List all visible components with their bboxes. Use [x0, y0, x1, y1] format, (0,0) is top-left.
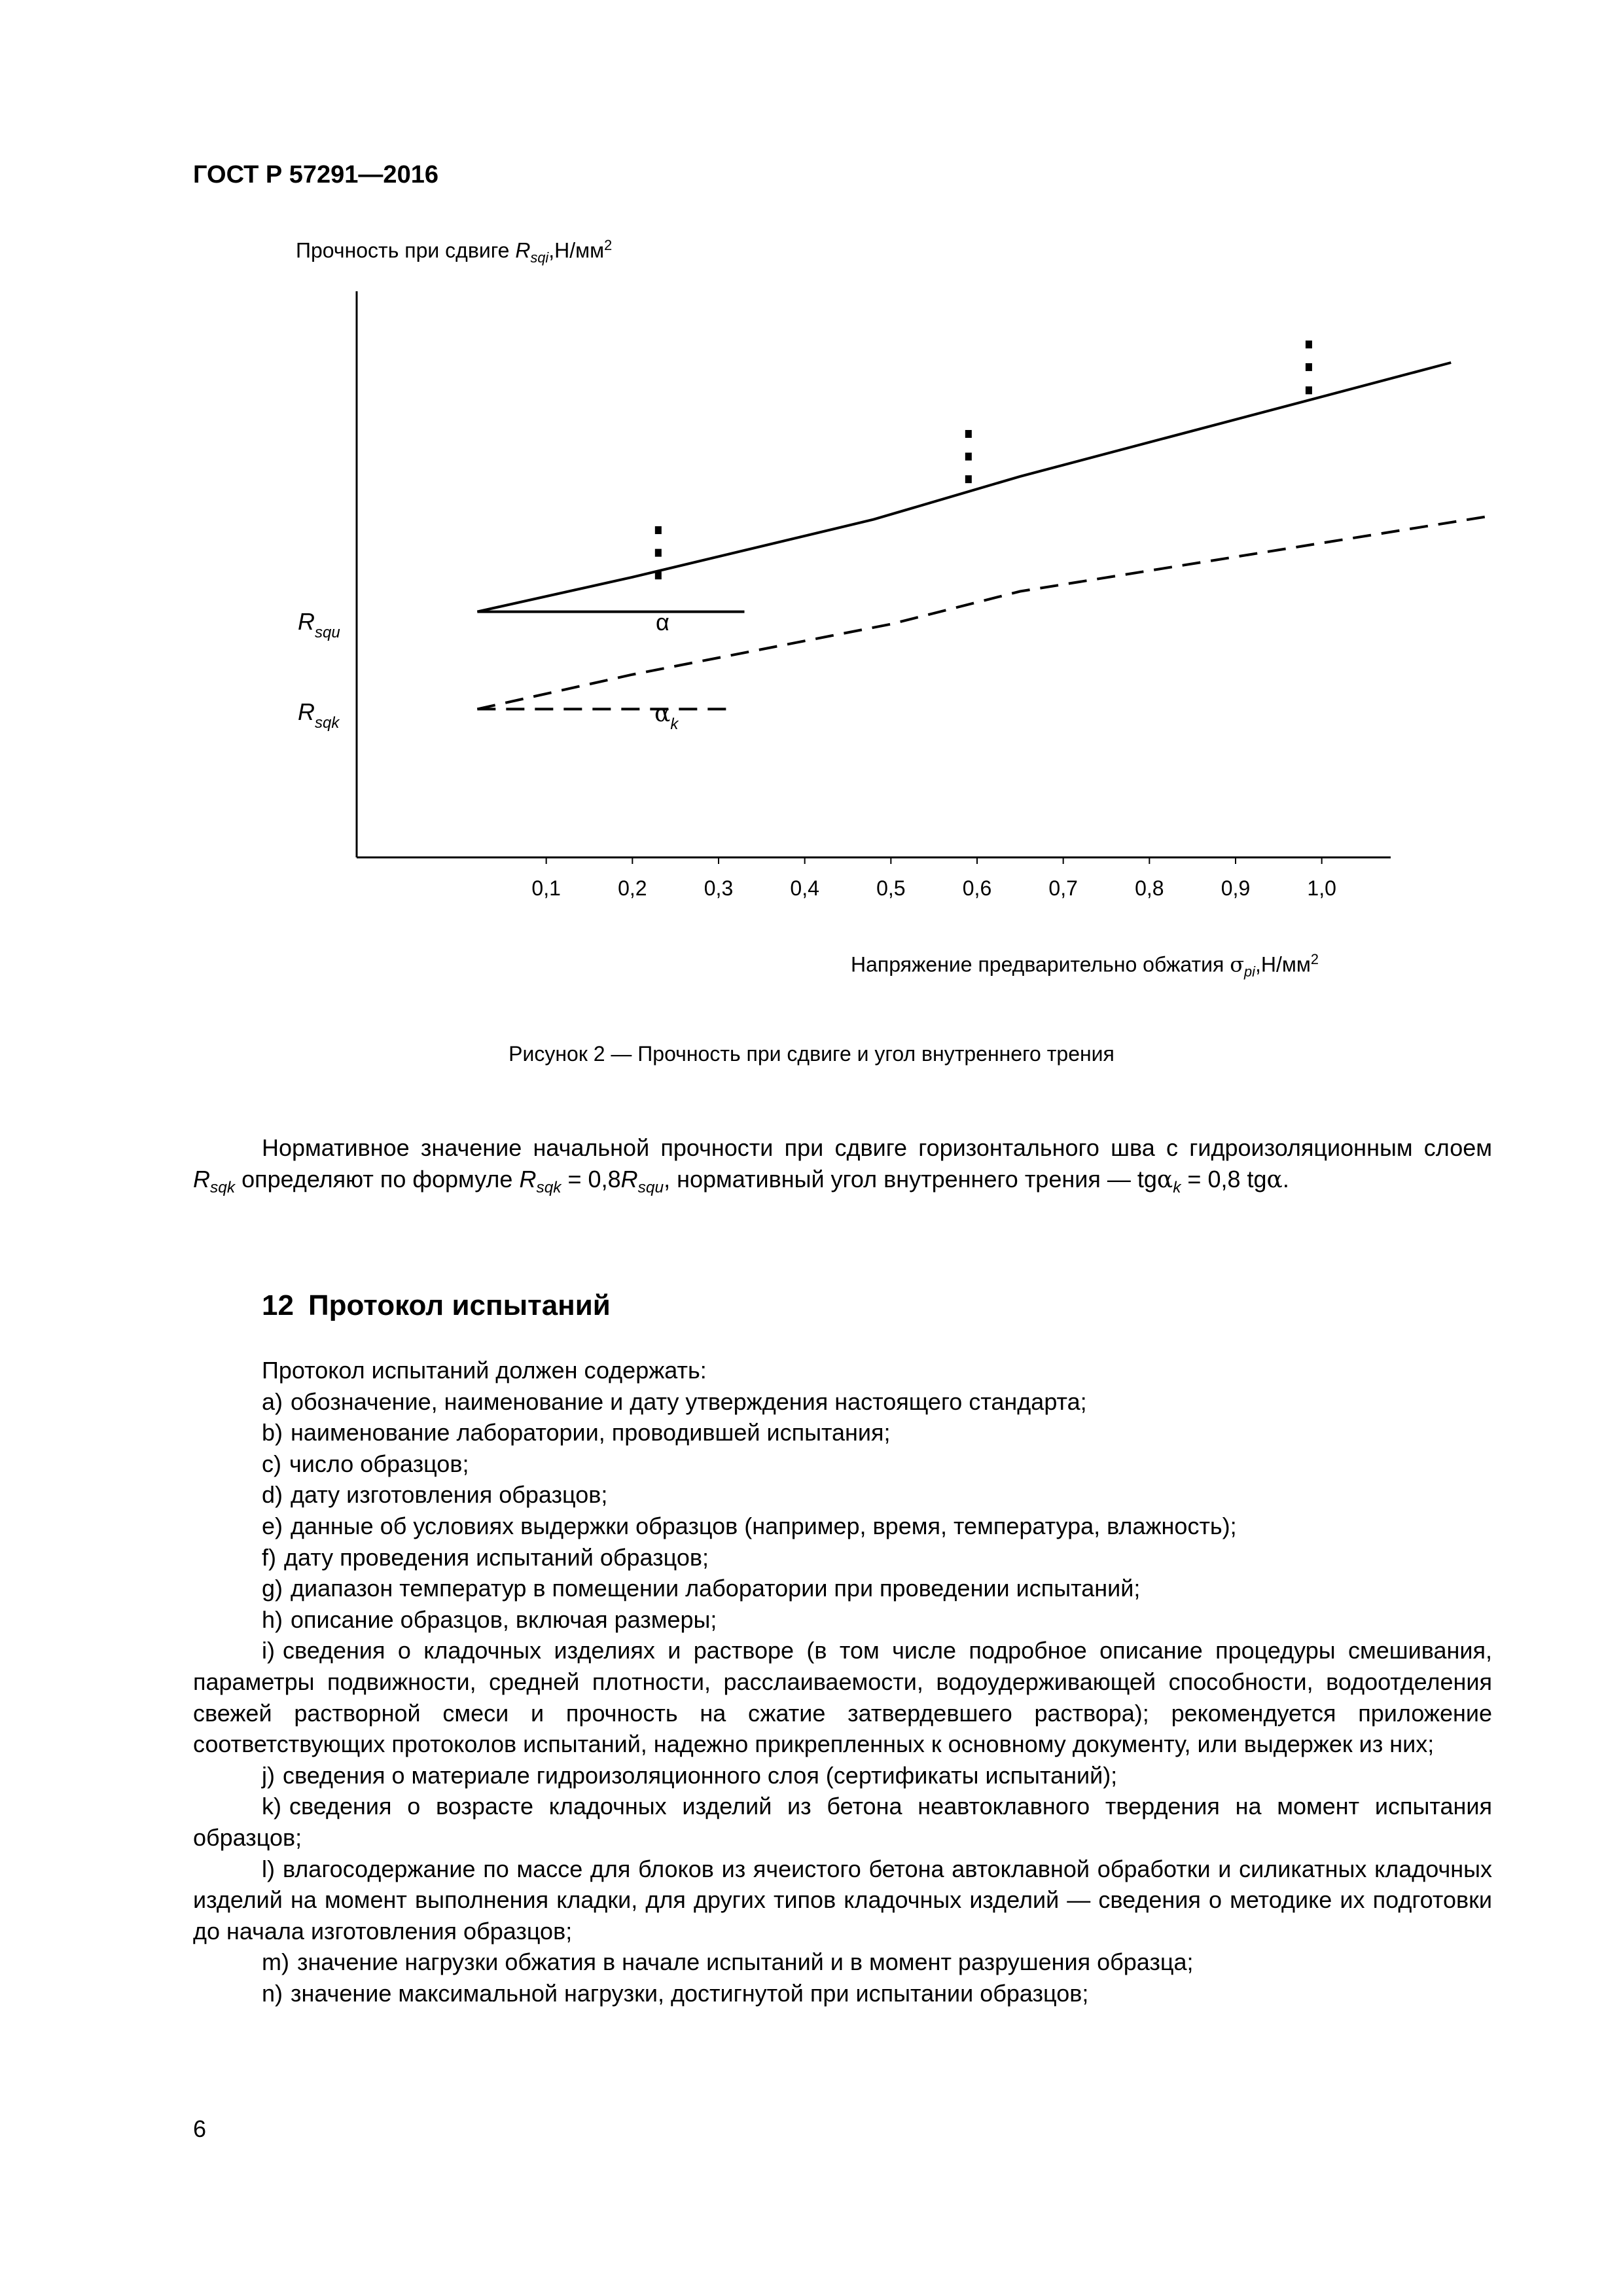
section-number: 12 — [262, 1289, 294, 1321]
chart-points — [655, 340, 1312, 579]
solid-series-line — [477, 363, 1451, 612]
chart-axes — [357, 291, 1391, 857]
alpha-k-label: $\alpha_k$ — [654, 700, 679, 733]
shear-strength-chart — [0, 0, 1623, 982]
data-point — [965, 475, 972, 483]
data-point — [965, 430, 972, 438]
list-item: h) описание образцов, включая размеры; — [262, 1605, 717, 1633]
list-item: j) сведения о материале гидроизоляционного слоя (сертификаты испытаний); — [262, 1761, 1118, 1789]
r-sqk-label: $R_{sqk}$ — [298, 698, 340, 732]
data-point — [1306, 363, 1312, 371]
x-axis-label: Напряжение предварительно обжатия $\sigma_{pi},Н/мм^2$ — [851, 951, 1319, 980]
list-item: b) наименование лаборатории, проводившей испытания; — [262, 1419, 891, 1446]
figure-caption: Рисунок 2 — Прочность при сдвиге и угол внутреннего трения — [508, 1042, 1115, 1066]
r-squ-label: $R_{squ}$ — [298, 608, 340, 641]
list-item: l) влагосодержание по массе для блоков из ячеистого бетона автоклавной обработки и силикатных кладочных изделий на момент выполнения кладки, для других типов кладочных изделий — сведения о методике их подготовки до начала изготовления образцов; — [193, 1855, 1492, 1945]
list-item: n) значение максимальной нагрузки, достигнутой при испытании образцов; — [262, 1979, 1089, 2007]
list-item: d) дату изготовления образцов; — [262, 1481, 608, 1509]
data-point — [655, 571, 662, 579]
list-item: g) диапазон температур в помещении лаборатории при проведении испытаний; — [262, 1575, 1141, 1602]
document-header: ГОСТ Р 57291—2016 — [193, 161, 438, 188]
x-tick-label: 0,5 — [876, 876, 906, 900]
list-item: f) дату проведения испытаний образцов; — [262, 1543, 709, 1571]
data-point — [1306, 386, 1312, 394]
chart-annotations — [298, 608, 679, 733]
data-point — [655, 549, 662, 557]
section-heading — [262, 1289, 611, 1322]
data-point — [965, 453, 972, 461]
data-point — [655, 526, 662, 534]
section-title: Протокол испытаний — [308, 1289, 611, 1321]
x-tick-label: 0,1 — [531, 876, 561, 900]
x-tick-label: 0,9 — [1221, 876, 1251, 900]
data-point — [1306, 340, 1312, 348]
list-item: e) данные об условиях выдержки образцов (например, время, температура, влажность); — [262, 1512, 1237, 1539]
alpha-label: α — [656, 609, 669, 636]
x-tick-label: 0,2 — [618, 876, 647, 900]
list-item: c) число образцов; — [262, 1450, 469, 1477]
x-tick-label: 0,7 — [1048, 876, 1078, 900]
list-item: a) обозначение, наименование и дату утверждения настоящего стандарта; — [262, 1388, 1087, 1415]
x-tick-label: 0,6 — [962, 876, 992, 900]
page-number: 6 — [193, 2115, 207, 2142]
x-tick-label: 0,4 — [790, 876, 819, 900]
list-item: k) сведения о возрасте кладочных изделий из бетона неавтоклавного твердения на момент испытания образцов; — [193, 1793, 1492, 1851]
list-intro: Протокол испытаний должен содержать: — [262, 1357, 707, 1384]
chart-series — [477, 363, 1494, 709]
chart-ticks — [531, 857, 1336, 900]
x-tick-label: 0,3 — [704, 876, 734, 900]
list-item: m) значение нагрузки обжатия в начале испытаний и в момент разрушения образца; — [262, 1948, 1194, 1976]
y-axis-label: Прочность при сдвиге $R_{sqi},Н/мм^2$ — [296, 237, 613, 266]
list-item: i) сведения о кладочных изделиях и растворе (в том числе подробное описание процедуры смешивания, параметры подвижности, средней плотности, расслаиваемости, водоудерживающей способности, водоотделения свежей растворной смеси и прочность на сжатие затвердевшего раствора); рекомендуется приложение соответствующих протоколов испытаний, надежно прикрепленных к основному документу, или выдержек из них; — [193, 1637, 1492, 1758]
normative-value-paragraph: Нормативное значение начальной прочности при сдвиге горизонтального шва с гидроизоляционным слоем $R_{sqk}$ определяют по формуле $R_{sqk} = 0,8R_{squ}$, нормативный угол внутреннего трения — tgα$_k$ = 0,8 tgα. — [193, 1134, 1492, 1197]
x-tick-label: 1,0 — [1307, 876, 1336, 900]
protocol-requirements-list — [193, 1355, 1492, 2009]
x-tick-label: 0,8 — [1135, 876, 1164, 900]
